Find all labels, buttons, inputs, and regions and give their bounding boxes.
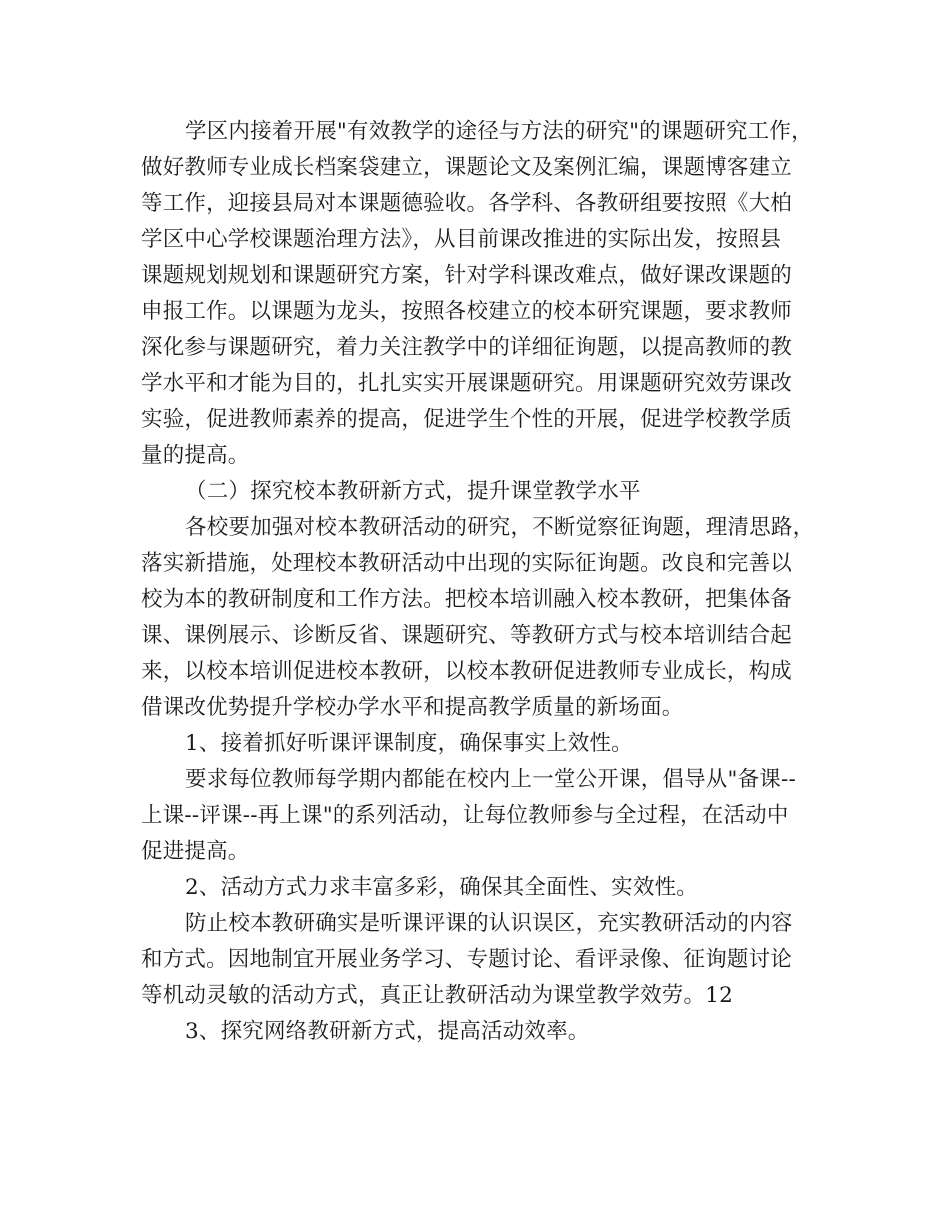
paragraph-line: 课题规划规划和课题研究方案，针对学科课改难点，做好课改课题的 — [141, 263, 793, 288]
paragraph-line: 等工作，迎接县局对本课题德验收。各学科、各教研组要按照《大柏 — [141, 191, 793, 216]
paragraph-line: 来，以校本培训促进校本教研，以校本教研促进教师专业成长，构成 — [141, 659, 793, 684]
paragraph-line: 量的提高。 — [141, 443, 250, 468]
paragraph-line: 等机动灵敏的活动方式，真正让教研活动为课堂教学效劳。12 — [141, 983, 733, 1008]
subsection-heading: 2、活动方式力求丰富多彩，确保其全面性、实效性。 — [185, 875, 698, 900]
paragraph-line: 课、课例展示、诊断反省、课题研究、等教研方式与校本培训结合起 — [141, 623, 793, 648]
paragraph-line: 促进提高。 — [141, 839, 250, 864]
paragraph-line: 校为本的教研制度和工作方法。把校本培训融入校本教研，把集体备 — [141, 587, 793, 612]
paragraph-line: 实验，促进教师素养的提高，促进学生个性的开展，促进学校教学质 — [141, 407, 793, 432]
paragraph-line: 和方式。因地制宜开展业务学习、专题讨论、看评录像、征询题讨论 — [141, 947, 793, 972]
paragraph-line: 要求每位教师每学期内都能在校内上一堂公开课，倡导从"备课-- — [185, 767, 796, 792]
paragraph-line: 深化参与课题研究，着力关注教学中的详细征询题，以提高教师的教 — [141, 335, 793, 360]
paragraph-line: 借课改优势提升学校办学水平和提高教学质量的新场面。 — [141, 695, 684, 720]
paragraph-line: 学区中心学校课题治理方法》，从目前课改推进的实际出发，按照县 — [141, 227, 782, 252]
section-heading: （二）探究校本教研新方式，提升课堂教学水平 — [185, 479, 641, 504]
subsection-heading: 3、探究网络教研新方式，提高活动效率。 — [185, 1019, 590, 1044]
paragraph-line: 各校要加强对校本教研活动的研究，不断觉察征询题，理清思路， — [185, 515, 815, 540]
subsection-heading: 1、接着抓好听课评课制度，确保事实上效性。 — [185, 731, 633, 756]
paragraph-line: 申报工作。以课题为龙头，按照各校建立的校本研究课题，要求教师 — [141, 299, 793, 324]
paragraph-line: 做好教师专业成长档案袋建立，课题论文及案例汇编，课题博客建立 — [141, 155, 793, 180]
paragraph-line: 学区内接着开展"有效教学的途径与方法的研究"的课题研究工作， — [185, 119, 813, 144]
paragraph-line: 落实新措施，处理校本教研活动中出现的实际征询题。改良和完善以 — [141, 551, 793, 576]
paragraph-line: 上课--评课--再上课"的系列活动，让每位教师参与全过程，在活动中 — [141, 803, 789, 828]
paragraph-line: 学水平和才能为目的，扎扎实实开展课题研究。用课题研究效劳课改 — [141, 371, 793, 396]
paragraph-line: 防止校本教研确实是听课评课的认识误区，充实教研活动的内容 — [185, 911, 793, 936]
